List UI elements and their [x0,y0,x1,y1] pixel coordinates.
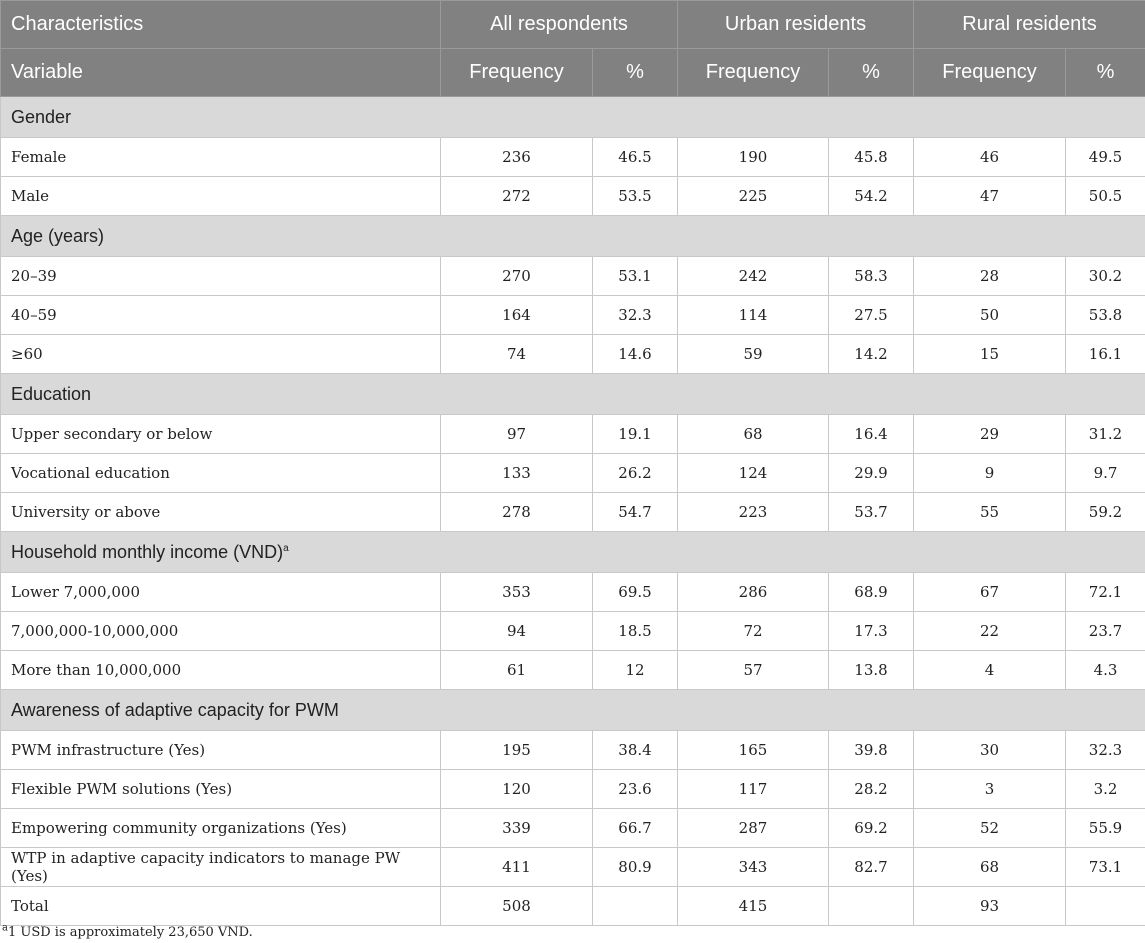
frequency-cell: 22 [914,612,1066,651]
table-row [1,296,1145,335]
percent-cell [829,887,914,926]
percent-cell: 73.1 [1066,848,1145,887]
percent-cell: 53.7 [829,493,914,532]
percent-cell: 18.5 [593,612,678,651]
percent-cell: 53.5 [593,177,678,216]
row-label: WTP in adaptive capacity indicators to manage PW (Yes) [1,848,441,887]
section-header-row [1,97,1145,138]
frequency-cell: 272 [441,177,593,216]
section-header-row [1,690,1145,731]
footnote-mark: a [2,922,8,934]
header-percent: % [829,49,914,97]
footnote-marker: a [283,542,289,554]
frequency-cell: 242 [678,257,829,296]
row-label: Total [1,887,441,926]
frequency-cell: 415 [678,887,829,926]
percent-cell: 53.8 [1066,296,1145,335]
table-row [1,651,1145,690]
header-frequency: Frequency [441,49,593,97]
table-row [1,335,1145,374]
row-label: 20–39 [1,257,441,296]
row-label: ≥60 [1,335,441,374]
percent-cell: 58.3 [829,257,914,296]
table-row [1,612,1145,651]
frequency-cell: 278 [441,493,593,532]
section-title: Awareness of adaptive capacity for PWM [11,699,339,720]
row-label: 40–59 [1,296,441,335]
percent-cell: 80.9 [593,848,678,887]
header-percent: % [1066,49,1145,97]
frequency-cell: 165 [678,731,829,770]
percent-cell: 66.7 [593,809,678,848]
frequency-cell: 343 [678,848,829,887]
row-label: Female [1,138,441,177]
table-body [1,97,1145,926]
percent-cell: 28.2 [829,770,914,809]
percent-cell: 32.3 [593,296,678,335]
percent-cell: 69.5 [593,573,678,612]
percent-cell: 32.3 [1066,731,1145,770]
frequency-cell: 47 [914,177,1066,216]
section-header [1,690,1145,731]
section-header-row [1,216,1145,257]
section-header [1,532,1145,573]
frequency-cell: 68 [914,848,1066,887]
table-row [1,770,1145,809]
footnote-text: 1 USD is approximately 23,650 VND. [7,925,253,940]
frequency-cell: 55 [914,493,1066,532]
percent-cell: 38.4 [593,731,678,770]
percent-cell: 46.5 [593,138,678,177]
table-row [1,177,1145,216]
percent-cell: 50.5 [1066,177,1145,216]
frequency-cell: 164 [441,296,593,335]
percent-cell: 31.2 [1066,415,1145,454]
percent-cell: 39.8 [829,731,914,770]
row-label: More than 10,000,000 [1,651,441,690]
frequency-cell: 61 [441,651,593,690]
section-header [1,374,1145,415]
table-row [1,731,1145,770]
section-title: Education [11,383,92,404]
percent-cell: 54.7 [593,493,678,532]
frequency-cell: 68 [678,415,829,454]
percent-cell: 55.9 [1066,809,1145,848]
frequency-cell: 287 [678,809,829,848]
percent-cell [1066,887,1145,926]
section-title: Household monthly income (VND) [11,541,284,562]
percent-cell: 49.5 [1066,138,1145,177]
percent-cell: 23.6 [593,770,678,809]
row-label: Lower 7,000,000 [1,573,441,612]
percent-cell: 30.2 [1066,257,1145,296]
frequency-cell: 30 [914,731,1066,770]
header-frequency: Frequency [678,49,829,97]
frequency-cell: 3 [914,770,1066,809]
row-label: Flexible PWM solutions (Yes) [1,770,441,809]
percent-cell: 16.1 [1066,335,1145,374]
row-label: Vocational education [1,454,441,493]
table-row [1,415,1145,454]
frequency-cell: 353 [441,573,593,612]
frequency-cell: 72 [678,612,829,651]
frequency-cell: 195 [441,731,593,770]
percent-cell: 45.8 [829,138,914,177]
frequency-cell: 94 [441,612,593,651]
frequency-cell: 46 [914,138,1066,177]
frequency-cell: 29 [914,415,1066,454]
row-label: Upper secondary or below [1,415,441,454]
percent-cell: 17.3 [829,612,914,651]
frequency-cell: 50 [914,296,1066,335]
frequency-cell: 74 [441,335,593,374]
table-row [1,257,1145,296]
header-percent: % [593,49,678,97]
frequency-cell: 133 [441,454,593,493]
frequency-cell: 225 [678,177,829,216]
percent-cell: 14.6 [593,335,678,374]
percent-cell: 23.7 [1066,612,1145,651]
frequency-cell: 9 [914,454,1066,493]
frequency-cell: 4 [914,651,1066,690]
section-title: Age (years) [11,225,105,246]
frequency-cell: 28 [914,257,1066,296]
header-urban-residents: Urban residents [678,1,914,49]
section-header-row [1,532,1145,573]
section-header [1,216,1145,257]
percent-cell [593,887,678,926]
frequency-cell: 270 [441,257,593,296]
table-row [1,848,1145,887]
row-label: Empowering community organizations (Yes) [1,809,441,848]
percent-cell: 26.2 [593,454,678,493]
percent-cell: 4.3 [1066,651,1145,690]
frequency-cell: 93 [914,887,1066,926]
section-title: Gender [11,106,72,127]
total-row [1,887,1145,926]
frequency-cell: 236 [441,138,593,177]
frequency-cell: 124 [678,454,829,493]
percent-cell: 3.2 [1066,770,1145,809]
table-row [1,809,1145,848]
table-row [1,493,1145,532]
frequency-cell: 114 [678,296,829,335]
frequency-cell: 120 [441,770,593,809]
frequency-cell: 52 [914,809,1066,848]
percent-cell: 59.2 [1066,493,1145,532]
percent-cell: 19.1 [593,415,678,454]
header-row-2 [1,49,1145,97]
percent-cell: 12 [593,651,678,690]
frequency-cell: 223 [678,493,829,532]
frequency-cell: 117 [678,770,829,809]
row-label: 7,000,000-10,000,000 [1,612,441,651]
percent-cell: 53.1 [593,257,678,296]
table-row [1,138,1145,177]
frequency-cell: 59 [678,335,829,374]
frequency-cell: 67 [914,573,1066,612]
header-frequency: Frequency [914,49,1066,97]
header-variable: Variable [1,49,441,97]
header-row-1 [1,1,1145,49]
percent-cell: 14.2 [829,335,914,374]
frequency-cell: 286 [678,573,829,612]
percent-cell: 9.7 [1066,454,1145,493]
percent-cell: 82.7 [829,848,914,887]
frequency-cell: 15 [914,335,1066,374]
header-rural-residents: Rural residents [914,1,1145,49]
percent-cell: 13.8 [829,651,914,690]
table-row [1,454,1145,493]
section-header [1,97,1145,138]
footnote [2,922,253,940]
header-characteristics: Characteristics [1,1,441,49]
frequency-cell: 508 [441,887,593,926]
row-label: University or above [1,493,441,532]
percent-cell: 29.9 [829,454,914,493]
percent-cell: 54.2 [829,177,914,216]
section-header-row [1,374,1145,415]
percent-cell: 68.9 [829,573,914,612]
frequency-cell: 57 [678,651,829,690]
row-label: PWM infrastructure (Yes) [1,731,441,770]
frequency-cell: 190 [678,138,829,177]
frequency-cell: 97 [441,415,593,454]
row-label: Male [1,177,441,216]
table-row [1,573,1145,612]
frequency-cell: 339 [441,809,593,848]
frequency-cell: 411 [441,848,593,887]
header-all-respondents: All respondents [441,1,678,49]
percent-cell: 16.4 [829,415,914,454]
percent-cell: 72.1 [1066,573,1145,612]
percent-cell: 27.5 [829,296,914,335]
percent-cell: 69.2 [829,809,914,848]
